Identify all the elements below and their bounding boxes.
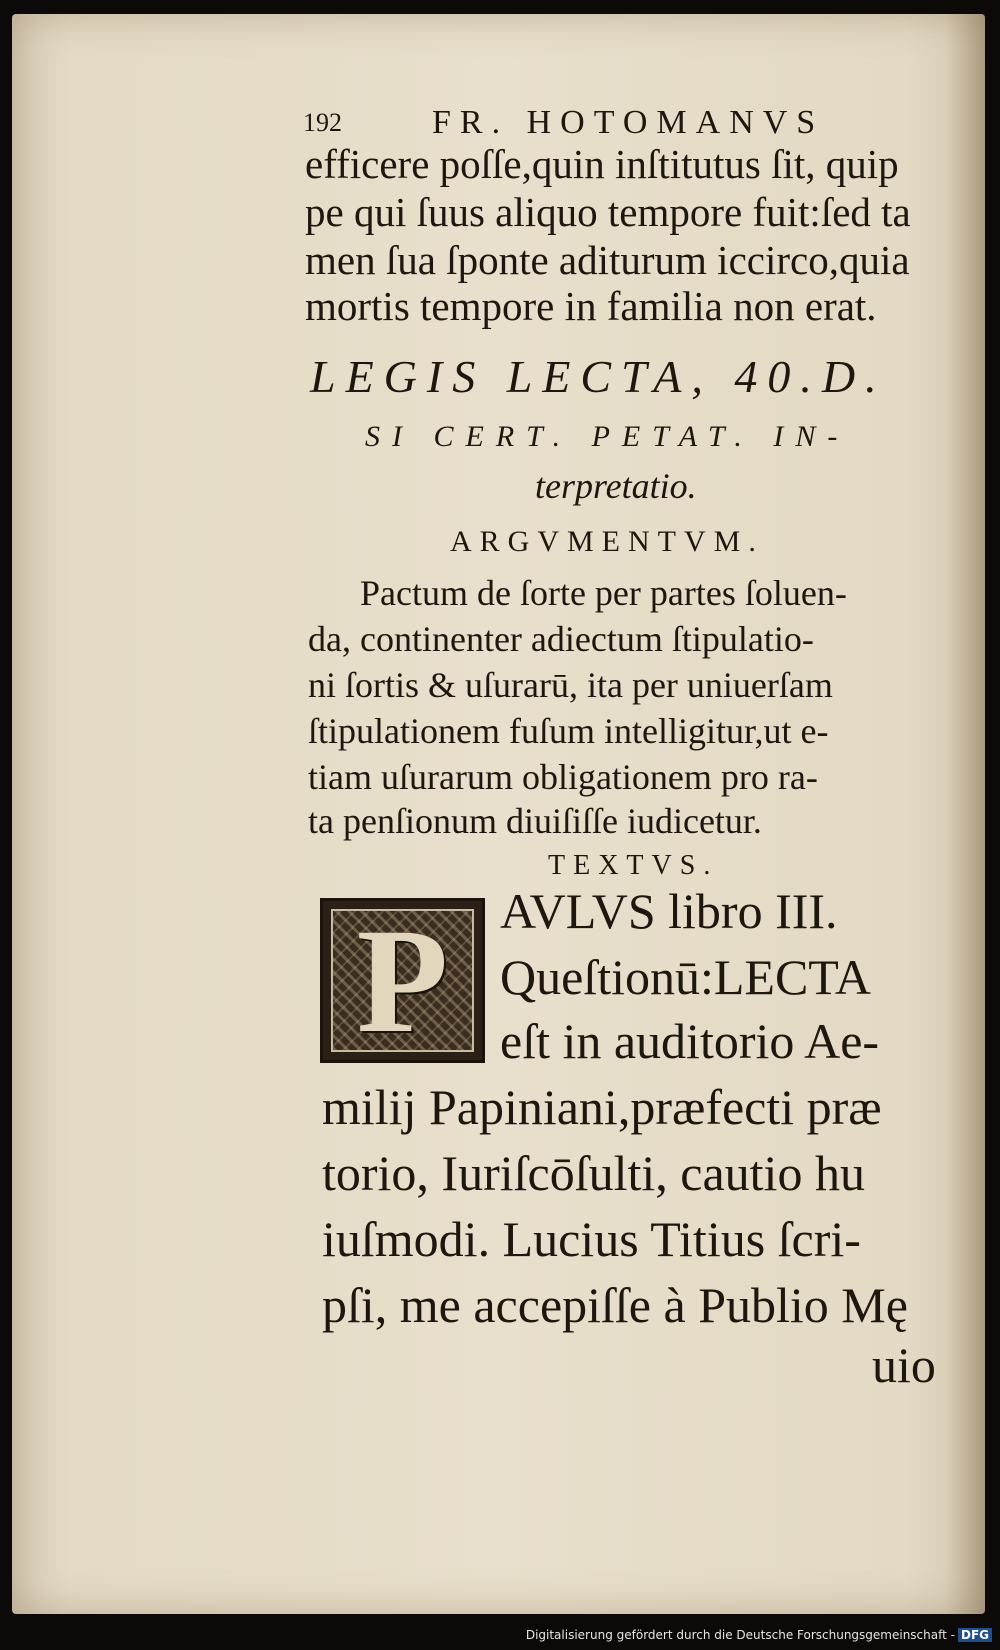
textus-line: iuſmodi. Lucius Titius ſcri- bbox=[322, 1211, 861, 1267]
textus-line: AVLVS libro III. bbox=[500, 883, 838, 939]
continuation-line: pe qui ſuus aliquo tempore fuit:ſed ta bbox=[305, 189, 911, 235]
textus-line: milij Papiniani,præfecti præ bbox=[322, 1079, 882, 1135]
argument-line: ta penſionum diuiſiſſe iudicetur. bbox=[308, 801, 762, 841]
argument-line: Pactum de ſorte per partes ſoluen- bbox=[360, 573, 847, 613]
textus-line: eſt in auditorio Ae- bbox=[500, 1013, 880, 1069]
drop-cap-letter: P bbox=[356, 898, 449, 1064]
section-title-line-3: terpretatio. bbox=[535, 466, 697, 506]
continuation-line: efficere poſſe,quin inſtitutus ſit, quip bbox=[305, 141, 899, 187]
argument-line: ſtipulationem fuſum intelligitur,ut e- bbox=[308, 711, 829, 751]
section-title-line-1: LEGIS LECTA, 40.D. bbox=[310, 351, 887, 402]
continuation-line: men ſua ſponte aditurum iccirco,quia bbox=[305, 237, 910, 283]
dfg-logo: DFG bbox=[958, 1628, 992, 1642]
textus-line: pſi, me accepiſſe à Publio Mę bbox=[322, 1277, 908, 1333]
textus-line: Queſtionū:LECTA bbox=[500, 949, 871, 1005]
textus-line: torio, Iuriſcōſulti, cautio hu bbox=[322, 1145, 865, 1201]
continuation-line: mortis tempore in familia non erat. bbox=[305, 283, 877, 329]
section-title-line-2: SI CERT. PETAT. IN- bbox=[365, 420, 850, 453]
running-title: FR. HOTOMANVS bbox=[432, 104, 825, 141]
argument-line: ni ſortis & uſurarū, ita per uniuerſam bbox=[308, 665, 833, 705]
page-number: 192 bbox=[303, 108, 342, 137]
argument-heading: ARGVMENTVM. bbox=[450, 525, 764, 558]
argument-line: tiam uſurarum obligationem pro ra- bbox=[308, 757, 818, 797]
credit-text: Digitalisierung gefördert durch die Deutsche Forschungsgemeinschaft - bbox=[525, 1628, 955, 1642]
argument-line: da, continenter adiectum ſtipulatio- bbox=[308, 619, 814, 659]
textus-line: uio bbox=[872, 1337, 936, 1393]
textus-heading: TEXTVS. bbox=[548, 850, 719, 881]
decorated-initial bbox=[320, 898, 485, 1063]
digitization-credit bbox=[526, 1628, 992, 1642]
